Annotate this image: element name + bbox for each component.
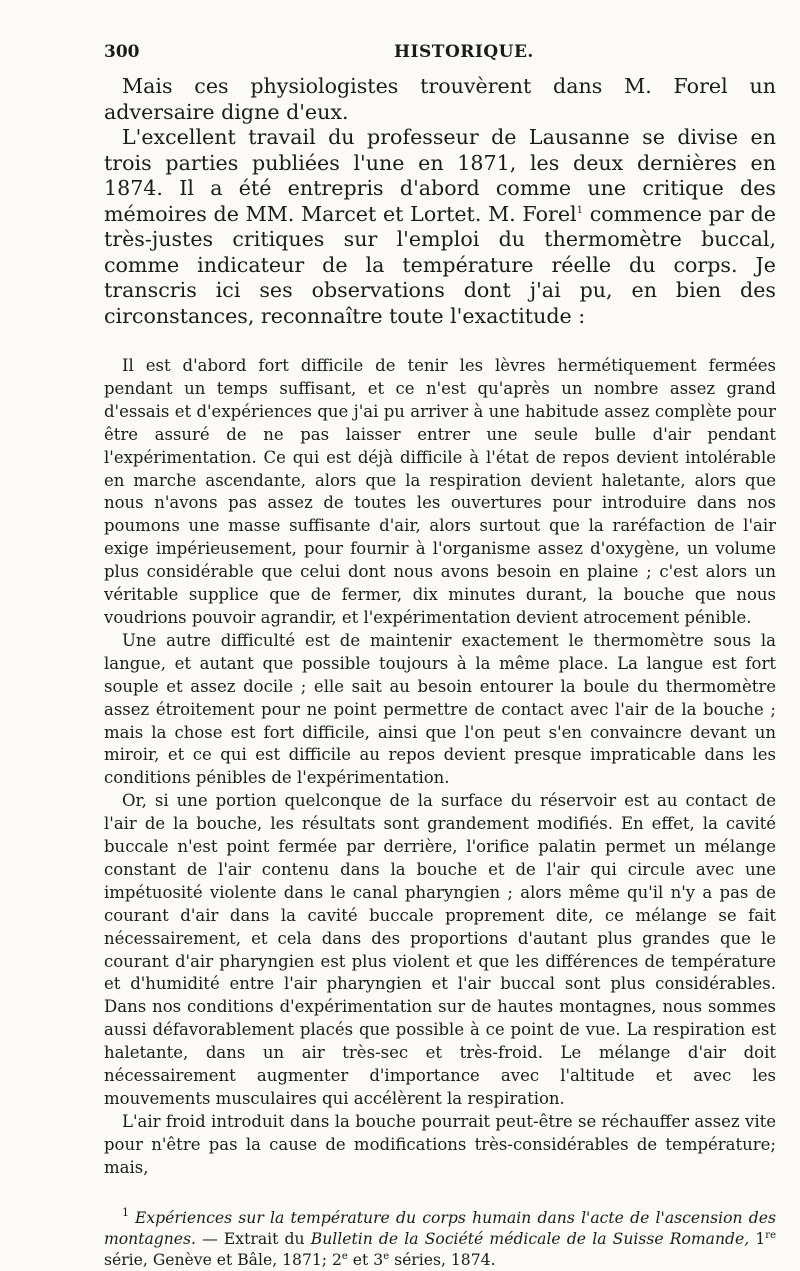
footnote-title: Expériences sur la température du corps humain dans l'acte de l'ascension des montagnes.	[104, 1208, 776, 1248]
footnote-bulletin: Bulletin de la Société médicale de la Suisse Romande,	[310, 1229, 750, 1248]
page-header	[104, 42, 776, 72]
main-text	[104, 74, 776, 329]
footnote: $^1$ Expériences sur la température du corps humain dans l'acte de l'ascension des montagnes. — Extrait du Bulletin de la Société médicale de la Suisse Romande, 1re série, Genève et Bâle, 1871; 2e et 3e séries, 1874.	[104, 1206, 776, 1269]
footnote-ref: 1	[576, 204, 583, 216]
quote-paragraph-4: L'air froid introduit dans la bouche pourrait peut-être se réchauffer assez vite pour n'être pas la cause de modifications très-considérables de température; mais,	[104, 1111, 776, 1177]
page-number: 300	[104, 42, 140, 62]
footnote-marker: 1	[122, 1206, 129, 1220]
quotation-block	[104, 355, 776, 1180]
paragraph-1: Mais ces physiologistes trouvèrent dans M. Forel un adversaire digne d'eux.	[104, 74, 776, 124]
quote-paragraph-3: Or, si une portion quelconque de la surface du réservoir est au contact de l'air de la bouche, les résultats sont grandement modifiés. En effet, la cavité buccale n'est point fermée par derrière, l'orifice palatin permet un mélange constant de l'air contenu dans la bouche et de l'air qui circule avec une impétuosité violente dans le canal pharyngien ; alors même qu'il n'y a pas de courant d'air dans la cavité buccale proprement dite, ce mélange se fait nécessairement, et cela dans des proportions d'autant plus grandes que le courant d'air pharyngien est plus violent et que les différences de température et d'humidité entre l'air pharyngien et l'air buccal sont plus considérables. Dans nos conditions d'expérimentation sur de hautes montagnes, nous sommes aussi défavorablement placés que possible à ce point de vue. La respiration est haletante, dans un air très-sec et très-froid. Le mélange d'air doit nécessairement augmenter d'importance avec l'altitude et avec les mouvements musculaires qui accélèrent la respiration.	[104, 791, 776, 1108]
quote-paragraph-1: Il est d'abord fort difficile de tenir les lèvres hermétiquement fermées pendant un temps suffisant, et ce n'est qu'après un nombre assez grand d'essais et d'expériences que j'ai pu arriver à une habitude assez complète pour être assuré de ne pas laisser entrer une seule bulle d'air pendant l'expérimentation. Ce qui est déjà difficile à l'état de repos devient intolérable en marche ascendante, alors que la respiration devient haletante, alors que nous n'avons pas assez de toutes les ouvertures pour introduire dans nos poumons une masse suffisante d'air, alors surtout que la raréfaction de l'air exige impérieusement, pour fournir à l'organisme assez d'oxygène, un volume plus considérable que celui dont nous avons besoin en plaine ; c'est alors un véritable supplice que de fermer, dix minutes durant, la bouche que nous voudrions pouvoir agrandir, et l'expérimentation devient atrocement pénible.	[104, 356, 776, 627]
running-title: HISTORIQUE.	[394, 42, 534, 62]
page	[104, 42, 776, 1271]
quote-paragraph-2: Une autre difficulté est de maintenir exactement le thermomètre sous la langue, et autant que possible toujours à la même place. La langue est fort souple et assez docile ; elle sait au besoin entourer la boule du thermomètre assez étroitement pour ne point permettre de contact avec l'air de la bouche ; mais la chose est fort difficile, ainsi que l'on peut s'en convaincre devant un miroir, et ce qui est difficile au repos devient presque impraticable dans les conditions pénibles de l'expérimentation.	[104, 630, 776, 788]
paragraph-2: L'excellent travail du professeur de Lausanne se divise en trois parties publiées l'une en 1871, les deux dernières en 1874. Il a été entrepris d'abord comme une critique des mémoires de MM. Marcet et Lortet. M. Forel$^1$ commence par de très-justes critiques sur l'emploi du thermomètre buccal, comme indicateur de la température réelle du corps. Je transcris ici ses observations dont j'ai pu, en bien des circonstances, reconnaître toute l'exactitude :	[104, 125, 776, 328]
